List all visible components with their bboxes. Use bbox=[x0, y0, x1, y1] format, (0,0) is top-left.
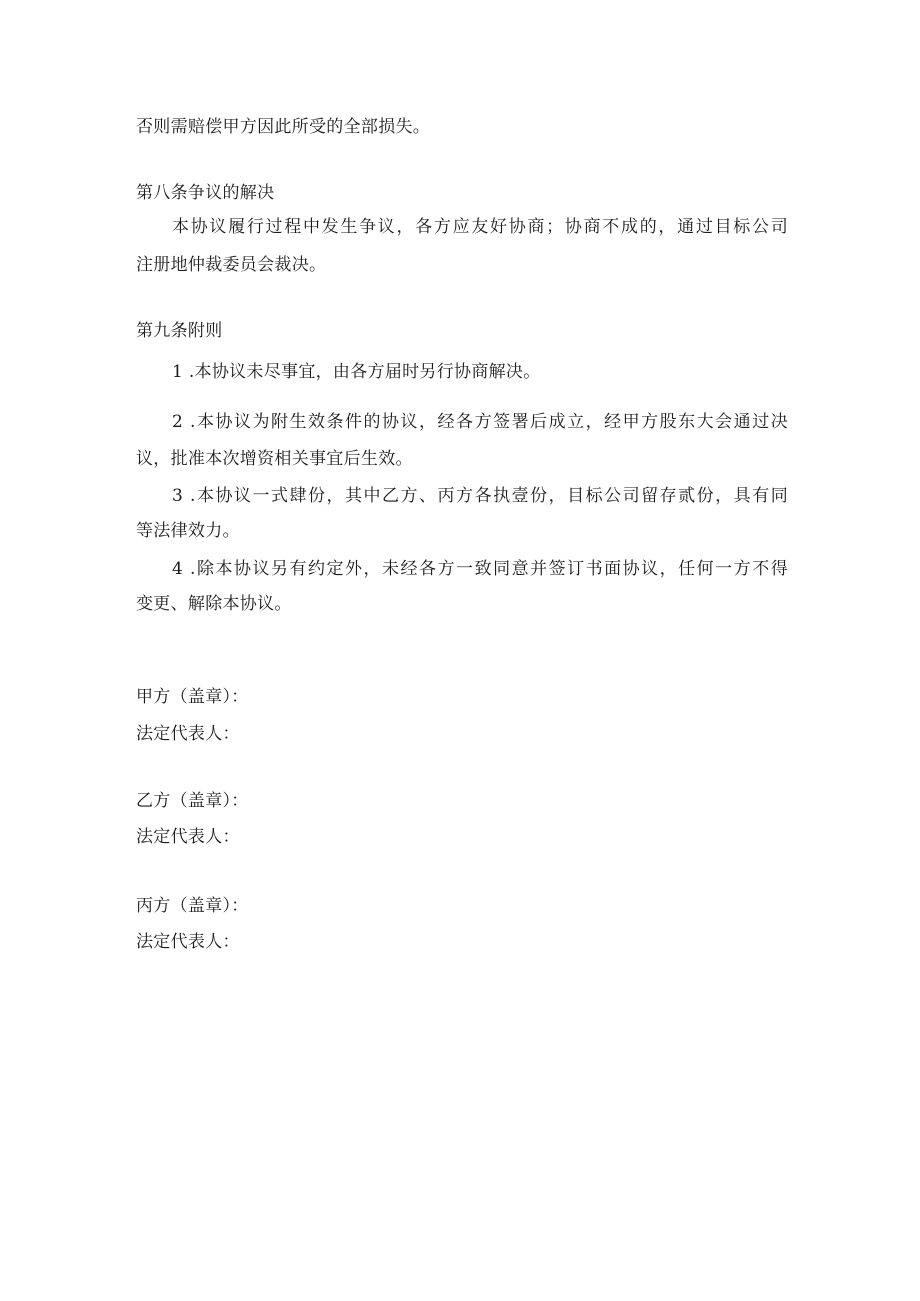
article9-item4-line2: 变更、解除本协议。 bbox=[136, 594, 292, 614]
article9-item4-line1: 4 .除本协议另有约定外，未经各方一致同意并签订书面协议，任何一方不得 bbox=[172, 559, 788, 579]
party-b-representative-label: 法定代表人： bbox=[136, 827, 240, 847]
party-c-representative-label: 法定代表人： bbox=[136, 932, 240, 952]
article9-heading: 第九条附则 bbox=[136, 321, 223, 341]
article8-heading: 第八条争议的解决 bbox=[136, 183, 275, 203]
article9-item3-line2: 等法律效力。 bbox=[136, 521, 240, 541]
party-a-seal-label: 甲方（盖章）： bbox=[136, 687, 249, 707]
article8-paragraph-line1: 本协议履行过程中发生争议，各方应友好协商；协商不成的，通过目标公司 bbox=[172, 217, 788, 237]
party-a-representative-label: 法定代表人： bbox=[136, 724, 240, 744]
party-c-seal-label: 丙方（盖章）： bbox=[136, 896, 249, 916]
article8-paragraph-line2: 注册地仲裁委员会裁决。 bbox=[136, 255, 327, 275]
article9-item1: 1 .本协议未尽事宜，由各方届时另行协商解决。 bbox=[172, 362, 541, 382]
continuation-text: 否则需赔偿甲方因此所受的全部损失。 bbox=[136, 117, 431, 137]
article9-item2-line1: 2 .本协议为附生效条件的协议，经各方签署后成立，经甲方股东大会通过决 bbox=[172, 412, 788, 432]
article9-item2-line2: 议，批准本次增资相关事宜后生效。 bbox=[136, 449, 413, 469]
party-b-seal-label: 乙方（盖章）： bbox=[136, 791, 249, 811]
article9-item3-line1: 3 .本协议一式肆份，其中乙方、丙方各执壹份，目标公司留存贰份，具有同 bbox=[172, 486, 788, 506]
